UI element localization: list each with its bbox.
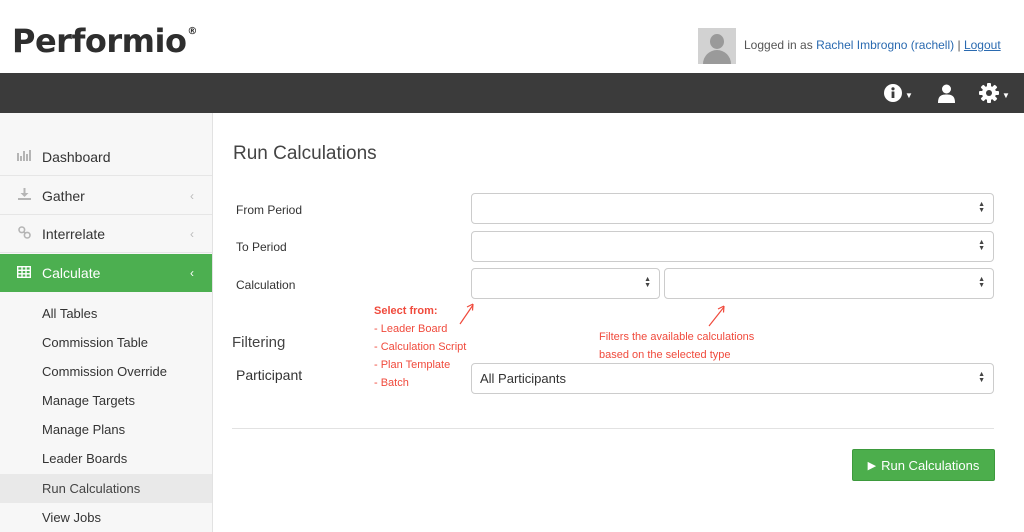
info-menu[interactable]	[884, 81, 913, 105]
table-icon	[16, 266, 32, 281]
annotation-arrow-icon	[703, 302, 729, 328]
filtering-heading: Filtering	[232, 334, 286, 351]
sidebar-subitem-commission-table[interactable]: Commission Table	[42, 335, 148, 350]
login-separator: |	[957, 38, 961, 52]
participant-label: Participant	[236, 367, 303, 383]
page-title: Run Calculations	[233, 143, 377, 164]
info-icon	[884, 84, 902, 102]
select-arrows-icon: ▲ ▼	[978, 239, 985, 252]
sidebar-subitem-manage-plans[interactable]: Manage Plans	[42, 422, 126, 437]
bar-chart-icon	[16, 150, 32, 164]
user-link[interactable]: Rachel Imbrogno (rachell)	[816, 38, 955, 52]
participant-select[interactable]	[471, 363, 994, 394]
calculation-type-select[interactable]	[471, 268, 660, 299]
calculation-select[interactable]	[664, 268, 994, 299]
sidebar-item-dashboard[interactable]	[0, 138, 212, 176]
select-from-annotation: Select from: - Leader Board - Calculation Script - Plan Template - Batch	[374, 305, 467, 389]
participant-select-value: All Participants	[480, 371, 566, 386]
annotation-arrow-icon	[455, 300, 479, 326]
sidebar-subitem-leader-boards[interactable]: Leader Boards	[42, 451, 128, 466]
play-icon: ▶	[867, 459, 877, 472]
sidebar-item-gather[interactable]	[0, 177, 212, 215]
avatar[interactable]	[698, 28, 736, 64]
filter-annotation: Filters the available calculations based on the selected type	[599, 331, 755, 361]
chevron-down-icon: ▼	[905, 90, 913, 100]
sidebar-item-label: Dashboard	[42, 148, 111, 165]
user-menu[interactable]	[938, 81, 955, 105]
run-calculations-button[interactable]: ▶ Run Calculations	[852, 449, 995, 481]
sidebar-subitem-manage-targets[interactable]: Manage Targets	[42, 393, 135, 408]
login-prefix: Logged in as	[744, 38, 813, 52]
chevron-left-icon: ‹	[190, 188, 194, 203]
logout-link[interactable]: Logout	[963, 38, 1001, 52]
logo[interactable]: Performio®	[12, 22, 197, 60]
sidebar-item-label: Interrelate	[42, 225, 106, 242]
user-icon	[938, 84, 955, 103]
sidebar-item-label: Calculate	[42, 265, 101, 281]
header	[0, 0, 1024, 73]
chevron-left-icon: ‹	[190, 226, 194, 241]
sidebar-item-interrelate[interactable]	[0, 215, 212, 253]
from-period-label: From Period	[236, 203, 303, 217]
select-arrows-icon: ▲ ▼	[978, 276, 985, 289]
calculation-label: Calculation	[236, 278, 296, 292]
select-arrows-icon: ▲ ▼	[978, 201, 985, 214]
select-arrows-icon: ▲ ▼	[978, 371, 985, 384]
to-period-select[interactable]	[471, 231, 994, 262]
login-info	[744, 38, 1001, 52]
gear-icon	[979, 83, 999, 103]
sidebar-subitem-commission-override[interactable]: Commission Override	[42, 364, 167, 379]
to-period-label: To Period	[236, 240, 287, 254]
sidebar-subitem-run-calculations[interactable]: Run Calculations	[0, 474, 212, 503]
download-icon	[16, 188, 32, 203]
sidebar-item-calculate[interactable]	[0, 254, 212, 292]
select-arrows-icon: ▲ ▼	[644, 276, 651, 289]
from-period-select[interactable]	[471, 193, 994, 224]
chevron-left-icon: ‹	[190, 266, 194, 280]
link-icon	[16, 226, 32, 242]
sidebar	[0, 113, 213, 532]
sidebar-subitem-all-tables[interactable]: All Tables	[42, 306, 98, 321]
settings-menu[interactable]	[979, 81, 1010, 105]
divider	[232, 428, 994, 429]
sidebar-subitem-view-jobs[interactable]: View Jobs	[42, 510, 102, 525]
chevron-down-icon: ▼	[1002, 90, 1010, 100]
sidebar-item-label: Gather	[42, 187, 85, 204]
top-navbar	[0, 73, 1024, 113]
